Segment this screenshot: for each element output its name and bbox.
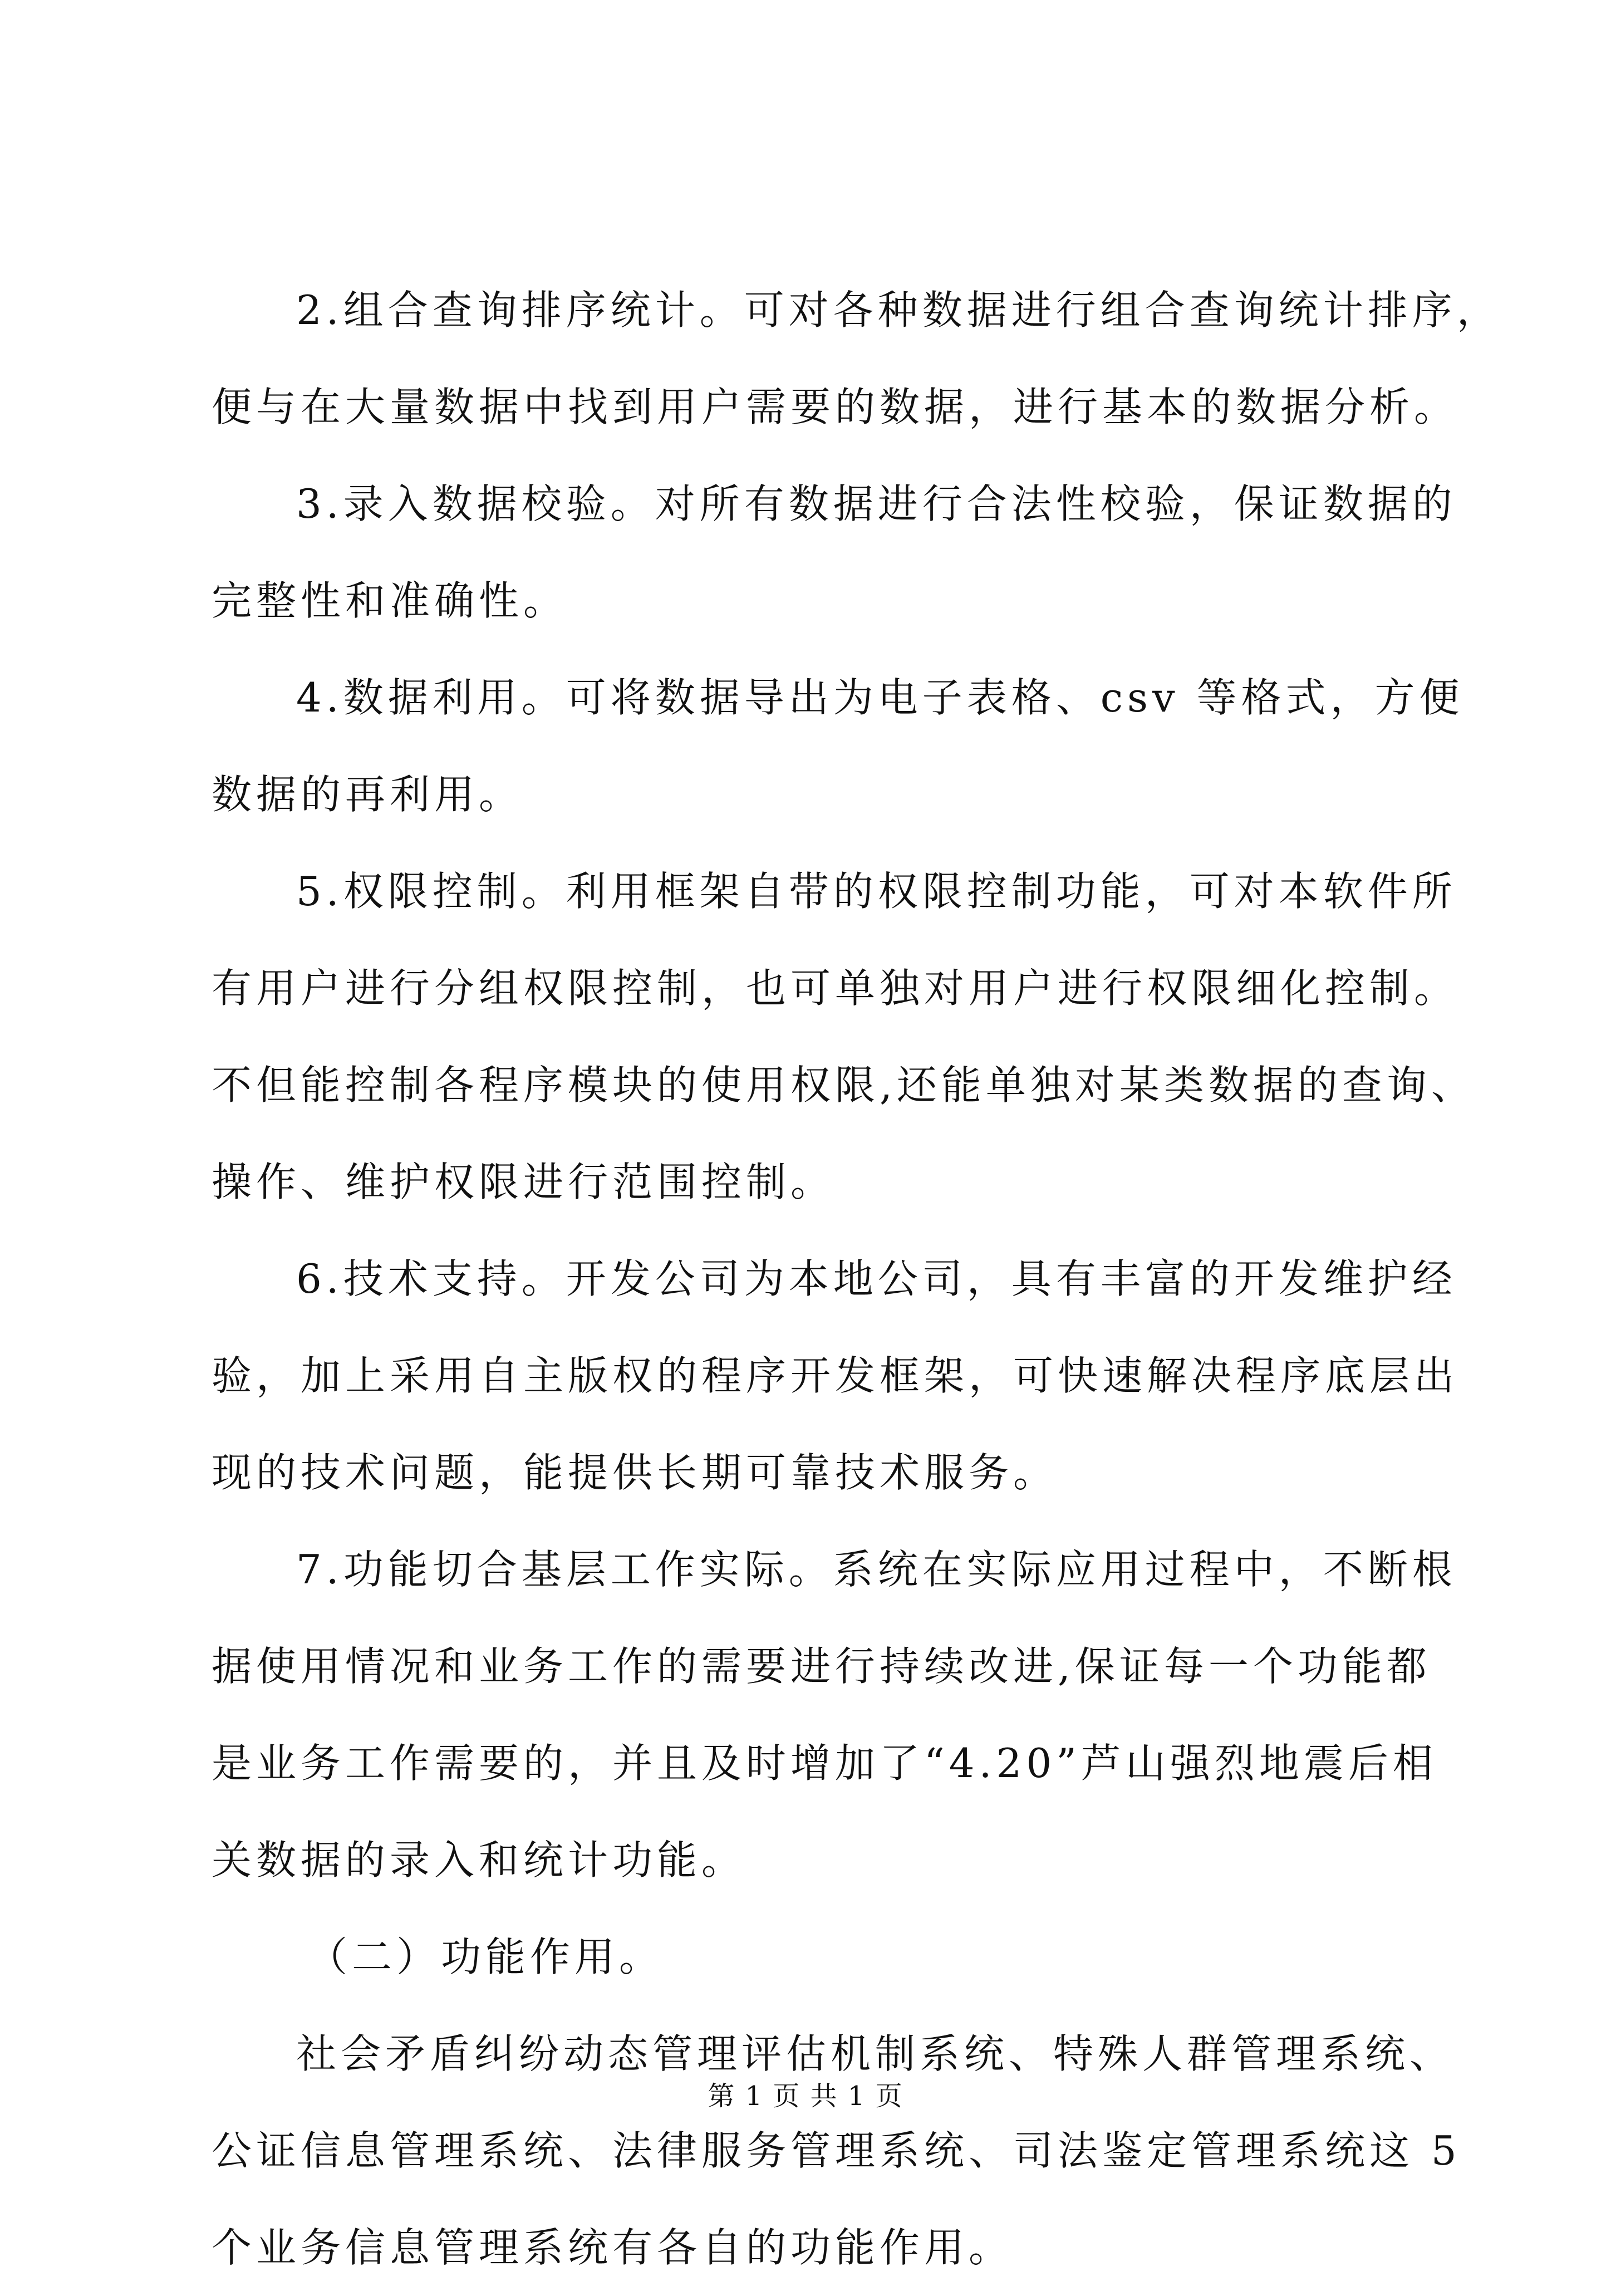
paragraph-line: 5.权限控制。利用框架自带的权限控制功能，可对本软件所 xyxy=(296,868,1457,915)
paragraph-line: 社会矛盾纠纷动态管理评估机制系统、特殊人群管理系统、 xyxy=(296,2030,1455,2077)
paragraph-line: 有用户进行分组权限控制，也可单独对用户进行权限细化控制。 xyxy=(212,965,1459,1012)
paragraph-line: 3.录入数据校验。对所有数据进行合法性校验，保证数据的 xyxy=(296,480,1457,527)
document-body xyxy=(212,262,1501,2296)
page-footer xyxy=(0,2079,1611,2113)
paragraph-line: 个业务信息管理系统有各自的功能作用。 xyxy=(212,2224,1014,2271)
paragraph-line: 4.数据利用。可将数据导出为电子表格、csv 等格式，方便 xyxy=(296,674,1464,721)
paragraph-line: 数据的再利用。 xyxy=(212,771,524,818)
section-heading: （二）功能作用。 xyxy=(307,1934,664,1980)
paragraph-line: 7.功能切合基层工作实际。系统在实际应用过程中，不断根 xyxy=(296,1546,1457,1593)
paragraph-line: 6.技术支持。开发公司为本地公司，具有丰富的开发维护经 xyxy=(296,1255,1457,1302)
paragraph-line: 便与在大量数据中找到用户需要的数据，进行基本的数据分析。 xyxy=(212,384,1459,430)
paragraph-line: 是业务工作需要的，并且及时增加了“4.20”芦山强烈地震后相 xyxy=(212,1740,1437,1787)
paragraph-line: 操作、维护权限进行范围控制。 xyxy=(212,1159,836,1205)
paragraph-line: 验，加上采用自主版权的程序开发框架，可快速解决程序底层出 xyxy=(212,1352,1459,1399)
paragraph-line: 公证信息管理系统、法律服务管理系统、司法鉴定管理系统这 5 xyxy=(212,2127,1461,2174)
paragraph-line: 2.组合查询排序统计。可对各种数据进行组合查询统计排序， xyxy=(296,287,1501,333)
paragraph-line: 现的技术问题，能提供长期可靠技术服务。 xyxy=(212,1449,1058,1496)
paragraph-line: 不但能控制各程序模块的使用权限,还能单独对某类数据的查询、 xyxy=(212,1062,1476,1108)
paragraph-line: 关数据的录入和统计功能。 xyxy=(212,1837,746,1883)
paragraph-line: 完整性和准确性。 xyxy=(212,577,568,624)
page-number-label: 第 1 页 共 1 页 xyxy=(708,2081,903,2112)
paragraph-line: 据使用情况和业务工作的需要进行持续改进,保证每一个功能都 xyxy=(212,1643,1431,1690)
